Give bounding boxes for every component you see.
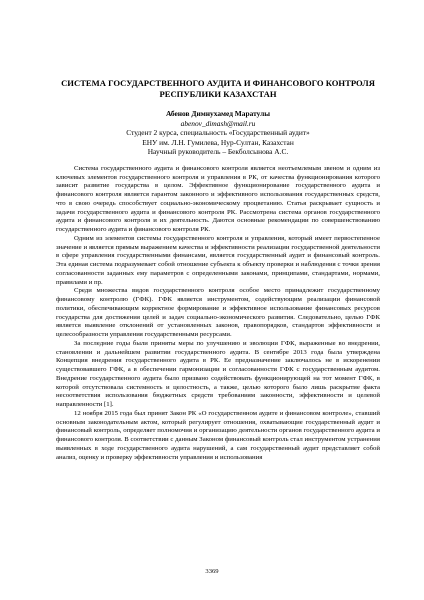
article-body [56, 165, 380, 463]
author-name: Абенов Димнухамед Маратулы [165, 109, 271, 118]
author-email: abenov_dimash@mail.ru [180, 118, 256, 128]
article-title: СИСТЕМА ГОСУДАРСТВЕННОГО АУДИТА И ФИНАНСОВОГО КОНТРОЛЯ РЕСПУБЛИКИ КАЗАХСТАН [61, 78, 375, 99]
body-paragraph-1: Система государственного аудита и финансового контроля является неотъемлемым звеном и одним из ключевых элементов государственного контроля и управления в РК, от качества функционирования которого зависит развитие государства в целом. Эффективное функционирование государственного аудита и финансового контроля является гарантом законного и эффективного использования государственных средств, что в свою очередь способствует социально-экономическому процветанию. Статья раскрывает сущность и задачи государственного аудита и финансового контроля РК. Рассмотрена система органов государственного аудита и финансового контроля и их деятельность. Даются основные рекомендации по совершенствованию государственного аудита и финансового контроля РК. [56, 164, 380, 234]
body-paragraph-2: Одним из элементов системы государственного контроля и управления, который имеет первостепенное значение и является прямым выражением качества и эффективности реализации государственной деятельности в сфере управления государственными финансами, является государственный аудит и финансовый контроль. Эта единая система подразумевает собой отношение субъекта к объекту проверки и наблюдения с точки зрения согласованности заданных ему параметров с определенными законами, принципами, стандартами, нормами, правилами и пр. [56, 234, 380, 286]
body-paragraph-4: За последние годы были приняты меры по улучшению и эволюции ГФК, выраженные во внедрении, становлении и дальнейшем развитии государственного аудита. В сентябре 2013 года была утверждена Концепция внедрения государственного аудита в РК. Ее предназначение заключалось не в искоренении существовавшего ГФК, а в обеспечении гармонизации и согласованности ГФК с государственным аудитом. Внедрение государственного аудита было призвано содействовать функционирующей на тот момент ГФК, в которой отсутствовала системность и целостность, а также, целью которого было лишь раскрытие факта несоответствия использования бюджетных средств требованиям законности, эффективности и целевой направленности [1]. [56, 339, 380, 409]
author-affiliation-course: Студент 2 курса, специальность «Государственный аудит» [126, 128, 310, 138]
supervisor: Научный руководитель – Бекболсынова А.С. [147, 147, 289, 157]
author-affiliation-university: ЕНУ им. Л.Н. Гумилева, Нур-Султан, Казахстан [142, 137, 294, 147]
page-number: 3369 [205, 568, 219, 575]
body-paragraph-5: 12 ноября 2015 года был принят Закон РК «О государственном аудите и финансовом контроле», ставший основным законодательным актом, который регулирует отношения, охватывающие государственный аудит и финансовый контроль, определяет полномочия и организацию деятельности органов государственного аудита и финансового контроля. В соответствии с данным Законом финансовый контроль стал инструментом устранения выявленных в ходе государственного аудита нарушений, а сам государственный аудит представляет собой анализ, оценку и проверку эффективности управления и использования [56, 409, 380, 461]
author-block [56, 109, 380, 157]
body-paragraph-3: Среди множества видов государственного контроля особое место принадлежит государственному финансовому контролю (ГФК). ГФК является инструментом, содействующим реализации финансовой политики, обеспечивающим корректное формирование и эффективное использование финансовых ресурсов государства для достижения целей и задач социально-экономического развития. Следовательно, целью ГФК является выявление отклонений от установленных законов, правопорядков, стандартов эффективности и целесообразности управления государственными ресурсами. [56, 287, 380, 339]
